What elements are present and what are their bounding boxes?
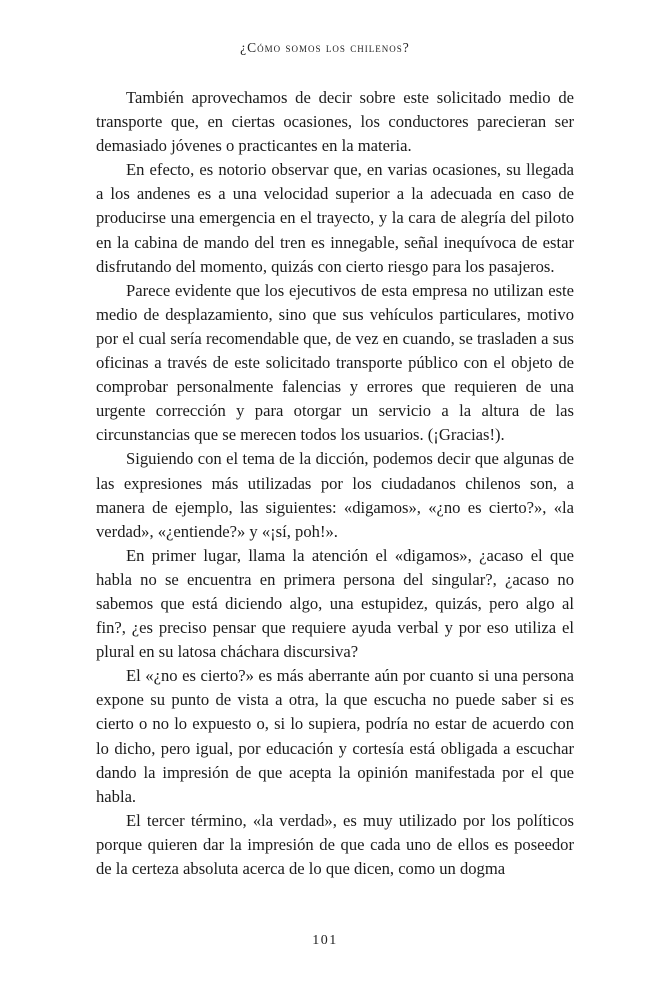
body-text (96, 86, 574, 881)
paragraph: Parece evidente que los ejecutivos de esta empresa no utilizan este medio de desplazamiento, sino que sus vehículos particulares, motivo por el cual sería recomendable que, de vez en cuando, se trasladen a sus oficinas a través de este solicitado transporte público con el objeto de comprobar personalmente falencias y errores que requieren de una urgente corrección y para otorgar un servicio a la altura de las circunstancias que se merecen todos los usuarios. (¡Gracias!). (96, 280, 574, 445)
paragraph: En efecto, es notorio observar que, en varias ocasiones, su llegada a los andenes es a una velocidad superior a la adecuada en caso de producirse una emergencia en el trayecto, y la cara de alegría del piloto en la cabina de mando del tren es innegable, señal inequívoca de estar disfrutando del momento, quizás con cierto riesgo para los pasajeros. (96, 160, 574, 276)
paragraph: Siguiendo con el tema de la dicción, podemos decir que algunas de las expresiones más utilizadas por los ciudadanos chilenos son, a manera de ejemplo, las siguientes: «digamos», «¿no es cierto?», «la verdad», «¿entiende?» y «¡sí, poh!». (96, 449, 574, 541)
running-head: ¿Cómo somos los chilenos? (240, 40, 410, 55)
paragraph: También aprovechamos de decir sobre este solicitado medio de transporte que, en ciertas ocasiones, los conductores parecieran ser demasiado jóvenes o practicantes en la materia. (96, 88, 574, 156)
paragraph: El tercer término, «la verdad», es muy utilizado por los políticos porque quieren dar la impresión de que cada uno de ellos es poseedor de la certeza absoluta acerca de lo que dicen, como un dogma (96, 810, 574, 878)
paragraph: El «¿no es cierto?» es más aberrante aún por cuanto si una persona expone su punto de vista a otra, la que escucha no puede saber si es cierto o no lo expuesto o, si lo supiera, podría no estar de acuerdo con lo dicho, pero igual, por educación y cortesía está obligada a escuchar dando la impresión de que acepta la opinión manifestada por el que habla. (96, 666, 574, 806)
paragraph: En primer lugar, llama la atención el «digamos», ¿acaso el que habla no se encuentra en primera persona del singular?, ¿acaso no sabemos que está diciendo algo, una estupidez, quizás, pero algo al fin?, ¿es preciso pensar que requiere ayuda verbal y por eso utiliza el plural en su latosa cháchara discursiva? (96, 545, 574, 662)
page-number: 101 (312, 933, 338, 948)
